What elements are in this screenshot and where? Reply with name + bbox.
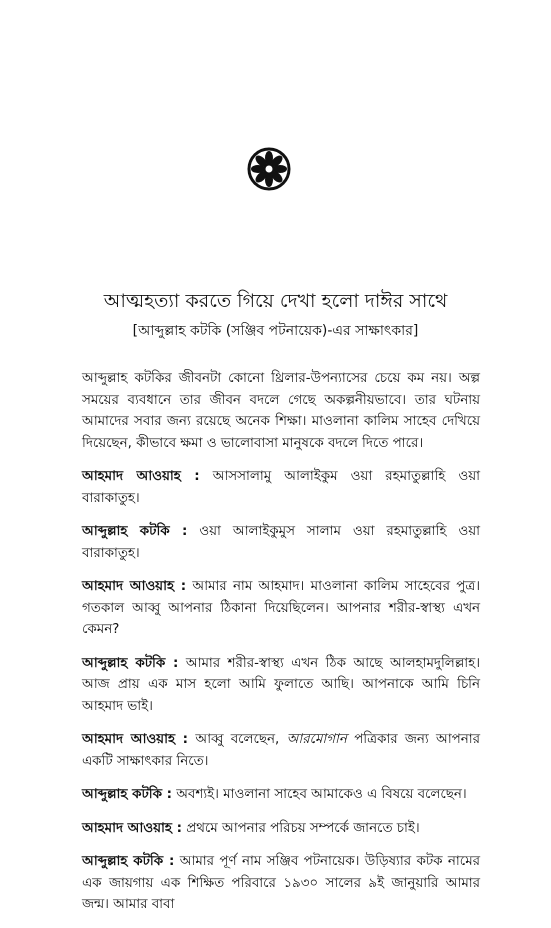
magazine-name: আরমোগান <box>286 732 347 747</box>
dialogue-text-before: আব্বু বলেছেন, <box>195 732 280 747</box>
dialogue-text: আমার শরীর-স্বাস্থ্য এখন ঠিক আছে আলহামদুলিল্লাহ। আজ প্রায় এক মাস হলো আমি ফুলাতে আছি। আপনাকে আমি চিনি আহমাদ ভাই। <box>82 655 480 714</box>
speaker-label: আহমাদ আওয়াহ : <box>82 469 200 484</box>
dialogue-entry <box>82 818 480 840</box>
speaker-label: আহমাদ আওয়াহ : <box>82 820 182 836</box>
page-subtitle: [আব্দুল্লাহ কটকি (সঞ্জিব পটনায়েক)-এর সাক্ষাৎকার] <box>132 323 419 339</box>
speaker-label: আব্দুল্লাহ কটকি : <box>82 854 175 869</box>
dialogue-text: আমার নাম আহমাদ। মাওলানা কালিম সাহেবের পুত্র। গতকাল আব্বু আপনার ঠিকানা দিয়েছিলেন। আপনার শরীর-স্বাস্থ্য এখন কেমন? <box>82 579 480 637</box>
intro-paragraph: আব্দুল্লাহ কটকির জীবনটা কোনো থ্রিলার-উপন্যাসের চেয়ে কম নয়। অল্প সময়ের ব্যবধানে তার জীবন বদলে গেছে অকল্পনীয়ভাবে। তার ঘটনায় আমাদের সবার জন্য রয়েছে অনেক শিক্ষা। মাওলানা কালিম সাহেব দেখিয়ে দিয়েছেন, কীভাবে ক্ষমা ও ভালোবাসা মানুষকে বদলে দিতে পারে। <box>82 371 480 451</box>
speaker-label: আব্দুল্লাহ কটকি : <box>82 655 179 671</box>
dialogue-entry <box>82 784 480 806</box>
speaker-label: আব্দুল্লাহ কটকি : <box>82 524 188 539</box>
dialogue-entry <box>82 729 480 772</box>
speaker-label: আব্দুল্লাহ কটকি : <box>82 787 173 802</box>
flower-ornament-icon <box>247 147 291 191</box>
dialogue-text: আসসালামু আলাইকুম ওয়া রহমাতুল্লাহি ওয়া বারাকাতুহ। <box>82 469 481 506</box>
interview-body <box>82 368 480 928</box>
speaker-label: আহমাদ আওয়াহ : <box>82 732 189 747</box>
page-title: আত্মহত্যা করতে গিয়ে দেখা হলো দাঈর সাথে <box>103 290 448 312</box>
speaker-label: আহমাদ আওয়াহ : <box>82 579 187 594</box>
dialogue-entry <box>82 521 480 564</box>
dialogue-text: আমার পূর্ণ নাম সঞ্জিব পটনায়েক। উড়িষ্যার কটক নামের এক জায়গায় এক শিক্ষিত পরিবারে ১৯৩০ সালের ৯ই জানুয়ারি আমার জন্ম। আমার বাবা <box>82 854 480 912</box>
dialogue-entry <box>82 851 480 916</box>
dialogue-text-after: পত্রিকার জন্য আপনার একটি সাক্ষাৎকার নিতে। <box>82 732 480 769</box>
dialogue-entry <box>82 466 480 509</box>
dialogue-entry <box>82 576 480 641</box>
dialogue-entry <box>82 653 480 718</box>
dialogue-text: অবশ্যই। মাওলানা সাহেব আমাকেও এ বিষয়ে বলেছেন। <box>176 787 467 802</box>
dialogue-text: প্রথমে আপনার পরিচয় সম্পর্কে জানতে চাই। <box>186 820 420 836</box>
dialogue-text: ওয়া আলাইকুমুস সালাম ওয়া রহমাতুল্লাহি ওয়া বারাকাতুহ। <box>82 524 480 561</box>
